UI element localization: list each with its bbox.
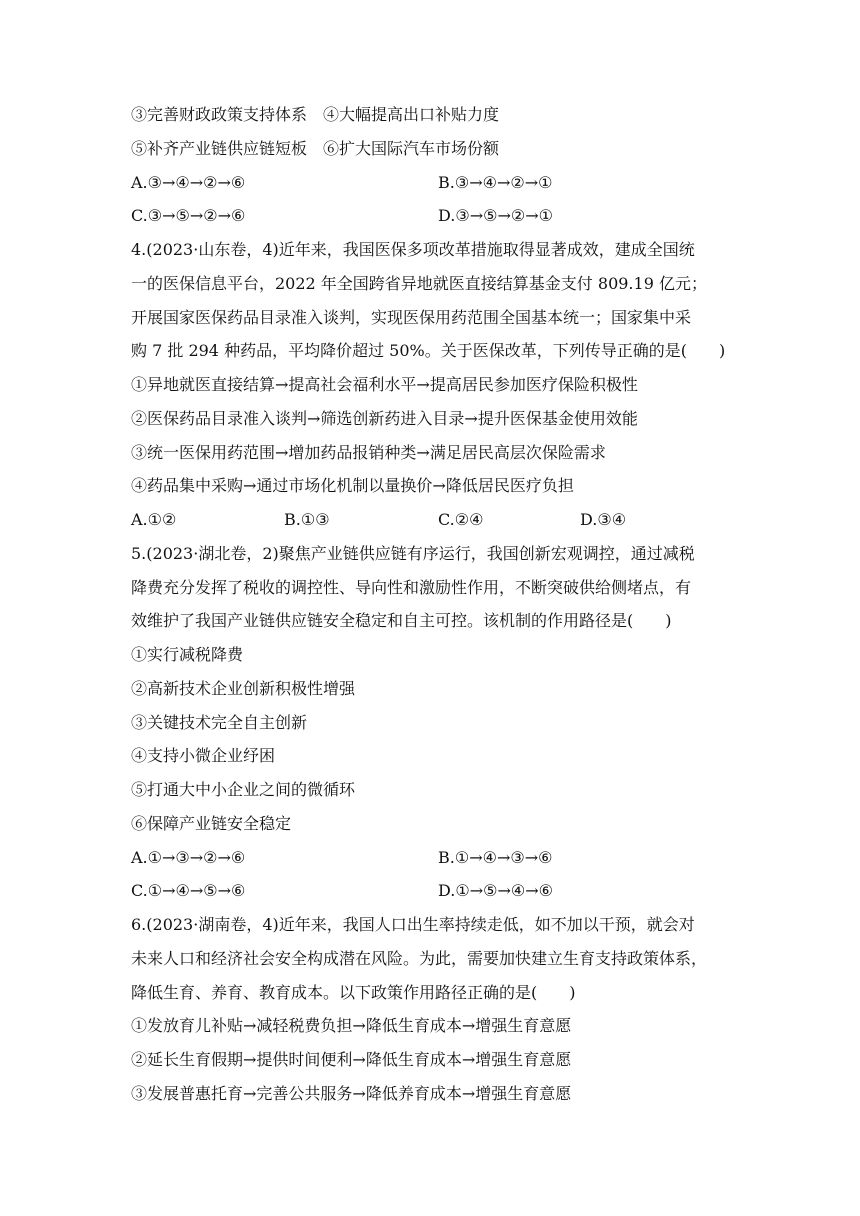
q4-stem-line-1: 4.(2023·山东卷，4)近年来，我国医保多项改革措施取得显著成效，建成全国统 (131, 240, 695, 259)
q5-stem-line-2: 降费充分发挥了税收的调控性、导向性和激励性作用，不断突破供给侧堵点，有 (131, 578, 692, 597)
q4-option-b: B.①③ (284, 510, 330, 529)
q6-item-1: ①发放育儿补贴→减轻税费负担→降低生育成本→增强生育意愿 (131, 1016, 572, 1035)
q5-option-d: D.①→⑤→④→⑥ (438, 881, 553, 900)
q6-stem-line-1: 6.(2023·湖南卷，4)近年来，我国人口出生率持续走低，如不加以干预，就会对 (131, 915, 695, 934)
q4-option-a: A.①② (131, 510, 177, 529)
q3-option-c: C.③→⑤→②→⑥ (131, 206, 246, 225)
q5-option-a: A.①→③→②→⑥ (131, 848, 246, 867)
q4-item-2: ②医保药品目录准入谈判→筛选创新药进入目录→提升医保基金使用效能 (131, 409, 638, 428)
q4-item-3: ③统一医保用药范围→增加药品报销种类→满足居民高层次保险需求 (131, 443, 606, 462)
q6-item-3: ③发展普惠托育→完善公共服务→降低养育成本→增强生育意愿 (131, 1084, 572, 1103)
q3-option-d: D.③→⑤→②→① (438, 206, 553, 225)
q4-option-c: C.②④ (438, 510, 484, 529)
q4-option-d: D.③④ (580, 510, 627, 529)
q3-items-row-1: ③完善财政政策支持体系 ④大幅提高出口补贴力度 (131, 105, 500, 124)
q3-option-a: A.③→④→②→⑥ (131, 173, 246, 192)
q5-stem-line-3: 效维护了我国产业链供应链安全稳定和自主可控。该机制的作用路径是( ) (131, 611, 672, 630)
q6-stem-line-3: 降低生育、养育、教育成本。以下政策作用路径正确的是( ) (131, 983, 576, 1002)
q6-stem-line-2: 未来人口和经济社会安全构成潜在风险。为此，需要加快建立生育支持政策体系， (131, 949, 708, 968)
q5-stem-line-1: 5.(2023·湖北卷，2)聚焦产业链供应链有序运行，我国创新宏观调控，通过减税 (131, 544, 695, 563)
q4-stem-line-4: 购 7 批 294 种药品，平均降价超过 50%。关于医保改革，下列传导正确的是( ) (131, 341, 726, 360)
q5-item-1: ①实行减税降费 (131, 645, 244, 664)
q4-stem-line-3: 开展国家医保药品目录准入谈判，实现医保用药范围全国基本统一；国家集中采 (131, 308, 692, 327)
q5-item-6: ⑥保障产业链安全稳定 (131, 814, 292, 833)
q5-option-b: B.①→④→③→⑥ (438, 848, 553, 867)
q3-items-row-2: ⑤补齐产业链供应链短板 ⑥扩大国际汽车市场份额 (131, 139, 500, 158)
q6-item-2: ②延长生育假期→提供时间便利→降低生育成本→增强生育意愿 (131, 1050, 572, 1069)
q3-option-b: B.③→④→②→① (438, 173, 553, 192)
q5-item-4: ④支持小微企业纾困 (131, 746, 276, 765)
q4-item-4: ④药品集中采购→通过市场化机制以量换价→降低居民医疗负担 (131, 476, 574, 495)
q4-item-1: ①异地就医直接结算→提高社会福利水平→提高居民参加医疗保险积极性 (131, 375, 638, 394)
q5-item-3: ③关键技术完全自主创新 (131, 713, 308, 732)
q4-stem-line-2: 一的医保信息平台，2022 年全国跨省异地就医直接结算基金支付 809.19 亿元； (131, 274, 707, 293)
q5-item-5: ⑤打通大中小企业之间的微循环 (131, 780, 356, 799)
q5-option-c: C.①→④→⑤→⑥ (131, 881, 246, 900)
q5-item-2: ②高新技术企业创新积极性增强 (131, 679, 356, 698)
